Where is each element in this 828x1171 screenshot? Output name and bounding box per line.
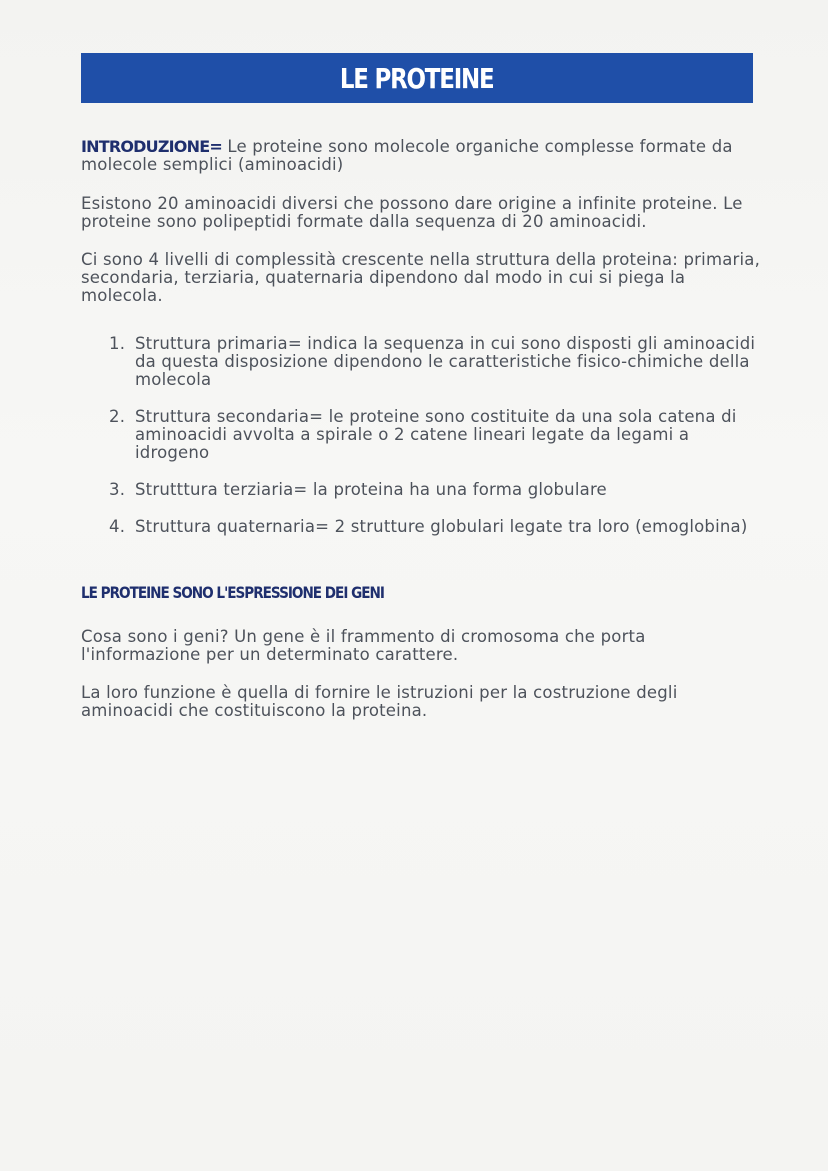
list-item xyxy=(109,408,761,462)
list-number: 2. xyxy=(109,407,126,426)
list-number: 4. xyxy=(109,517,126,536)
list-number: 3. xyxy=(109,480,126,499)
section-heading-genes: LE PROTEINE SONO L'ESPRESSIONE DEI GENI xyxy=(81,583,384,602)
title-banner xyxy=(81,53,753,103)
intro-text: Le proteine sono molecole organiche complesse formate da molecole semplici (aminoacidi) xyxy=(81,137,733,174)
list-item-text: Struttura quaternaria= 2 strutture globulari legate tra loro (emoglobina) xyxy=(135,517,748,536)
list-number: 1. xyxy=(109,334,126,353)
structure-levels-list xyxy=(109,335,761,536)
intro-lead: INTRODUZIONE= xyxy=(81,137,222,156)
list-item xyxy=(109,481,761,499)
list-item xyxy=(109,335,761,389)
paragraph-genes-function: La loro funzione è quella di fornire le istruzioni per la costruzione degli aminoacidi che costituiscono la proteina. xyxy=(81,683,678,720)
document-body xyxy=(81,138,761,740)
page-title: LE PROTEINE xyxy=(340,61,494,95)
list-item-text: Struttura primaria= indica la sequenza in cui sono disposti gli aminoacidi da questa disposizione dipendono le caratteristiche fisico-chimiche della molecola xyxy=(135,334,756,389)
paragraph-levels: Ci sono 4 livelli di complessità crescente nella struttura della proteina: primaria, secondaria, terziaria, quaternaria dipendono dal modo in cui si piega la molecola. xyxy=(81,250,761,305)
list-item-text: Struttura secondaria= le proteine sono costituite da una sola catena di aminoacidi avvolta a spirale o 2 catene lineari legate da legami a idrogeno xyxy=(135,407,737,462)
list-item xyxy=(109,518,761,536)
paragraph-aminoacids: Esistono 20 aminoacidi diversi che possono dare origine a infinite proteine. Le proteine sono polipeptidi formate dalla sequenza di 20 aminoacidi. xyxy=(81,194,743,231)
intro-paragraph xyxy=(81,138,761,174)
list-item-text: Strutttura terziaria= la proteina ha una forma globulare xyxy=(135,480,607,499)
paragraph-genes-definition: Cosa sono i geni? Un gene è il frammento di cromosoma che porta l'informazione per un determinato carattere. xyxy=(81,627,646,664)
